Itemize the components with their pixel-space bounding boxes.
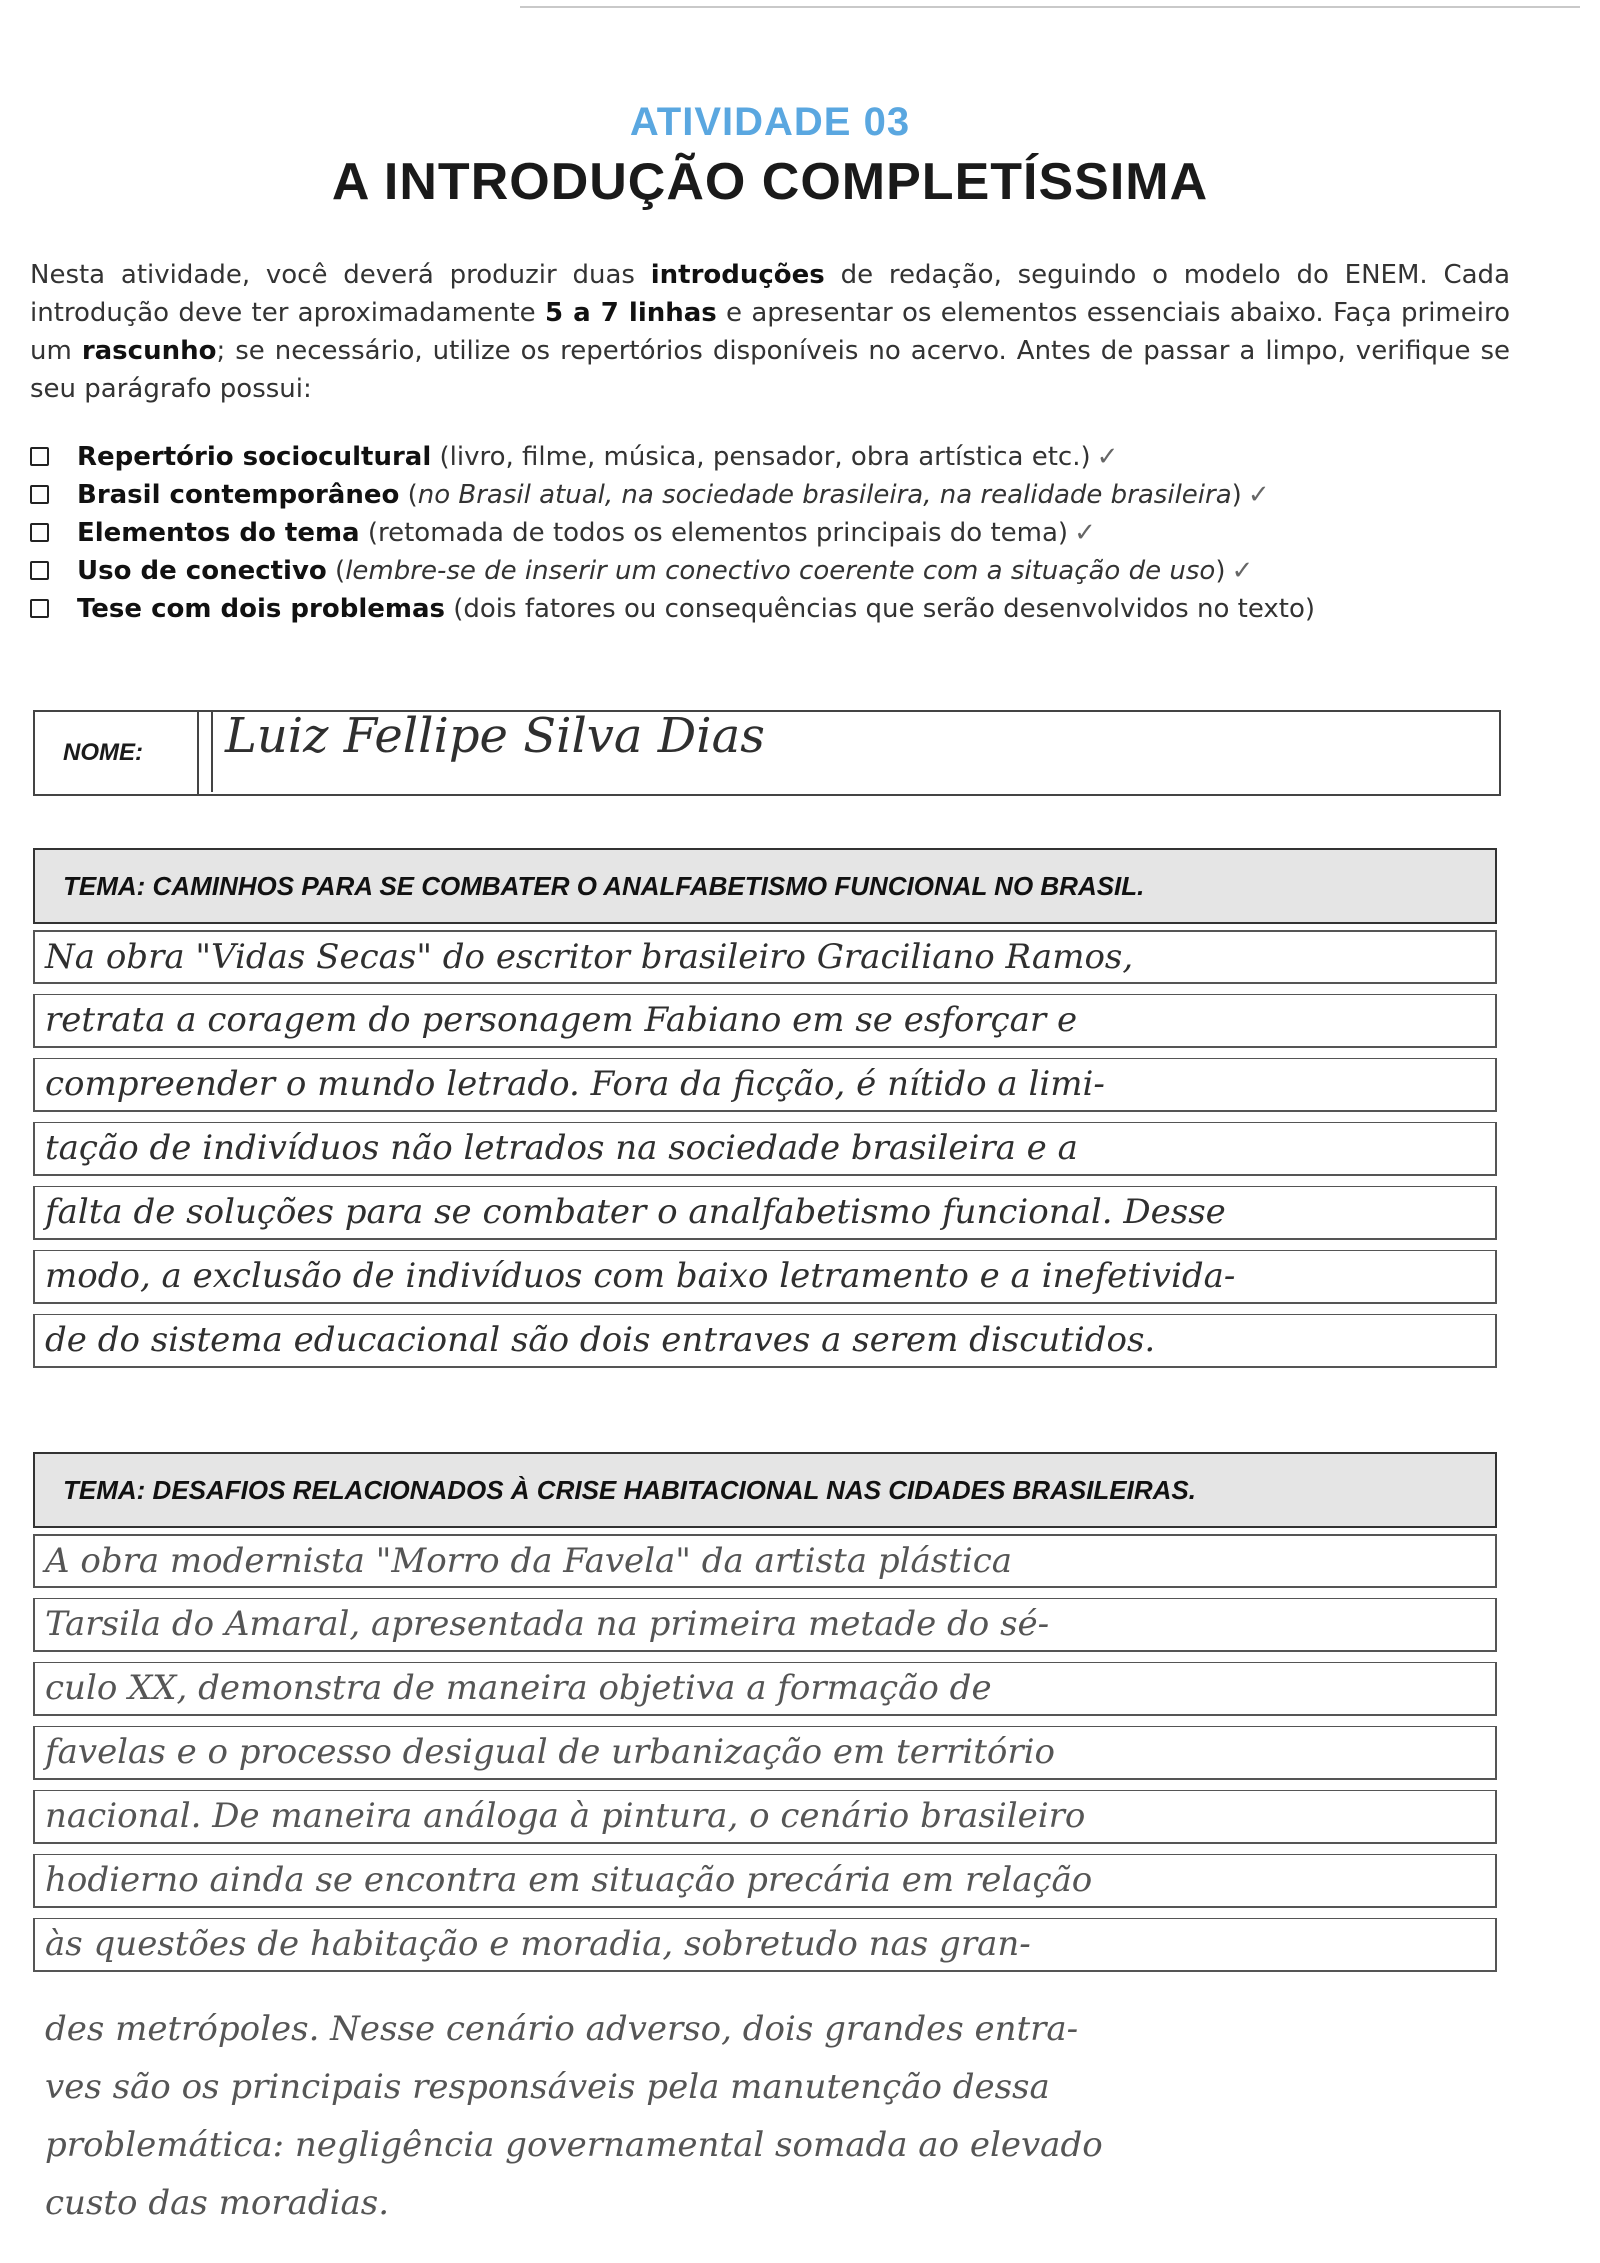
checklist-item-tese: Tese com dois problemas (dois fatores ou consequências que serão desenvolvidos no texto) [30,590,1530,628]
instructions-paragraph: Nesta atividade, você deverá produzir duas introduções de redação, seguindo o modelo do ENEM. Cada introdução deve ter aproximadamente 5 a 7 linhas e apresentar os elementos essenciais abaixo. Faça primeiro um rascunho; se necessário, utilize os repertórios disponíveis no acervo. Antes de passar a limpo, verifique se seu parágrafo possui: [30,260,1510,404]
writing-line[interactable]: tação de indivíduos não letrados na sociedade brasileira e a [33,1122,1497,1176]
handwritten-line: ves são os principais responsáveis pela manutenção dessa [45,2067,1050,2107]
writing-line[interactable]: culo XX, demonstra de maneira objetiva a formação de [33,1662,1497,1716]
check-mark-icon: ✓ [1231,556,1254,586]
check-mark-icon: ✓ [1247,480,1270,510]
checkbox[interactable] [30,561,49,580]
writing-line[interactable]: às questões de habitação e moradia, sobretudo nas gran- [33,1918,1497,1972]
checklist-item-conectivo: Uso de conectivo (lembre-se de inserir um conectivo coerente com a situação de uso) ✓ [30,552,1530,590]
checkbox[interactable] [30,523,49,542]
checkbox[interactable] [30,447,49,466]
tema-1-writing-lines[interactable] [33,930,1497,1378]
writing-line[interactable]: hodierno ainda se encontra em situação precária em relação [33,1854,1497,1908]
activity-number: ATIVIDADE 03 [629,100,911,144]
checklist-item-elementos: Elementos do tema (retomada de todos os elementos principais do tema) ✓ [30,514,1530,552]
writing-line[interactable]: falta de soluções para se combater o analfabetismo funcional. Desse [33,1186,1497,1240]
writing-line[interactable]: compreender o mundo letrado. Fora da ficção, é nítido a limi- [33,1058,1497,1112]
name-value: Luiz Fellipe Silva Dias [225,708,765,764]
top-divider [520,6,1580,8]
checklist-item-brasil: Brasil contemporâneo (no Brasil atual, na sociedade brasileira, na realidade brasileira) ✓ [30,476,1530,514]
writing-line[interactable]: Tarsila do Amaral, apresentada na primeira metade do sé- [33,1598,1497,1652]
check-mark-icon: ✓ [1074,518,1096,548]
requirements-checklist [30,438,1530,628]
handwritten-line: custo das moradias. [45,2183,390,2223]
tema-2-label: TEMA: DESAFIOS RELACIONADOS À CRISE HABITACIONAL NAS CIDADES BRASILEIRAS. [33,1452,1497,1528]
checkbox[interactable] [30,485,49,504]
writing-line[interactable]: modo, a exclusão de indivíduos com baixo letramento e a inefetivida- [33,1250,1497,1304]
writing-line[interactable]: de do sistema educacional são dois entraves a serem discutidos. [33,1314,1497,1368]
name-label: NOME: [35,712,199,794]
tema-2-writing-lines[interactable] [33,1534,1497,1982]
tema-2-overflow-text [45,2000,1505,2232]
handwritten-line: des metrópoles. Nesse cenário adverso, dois grandes entra- [45,2009,1079,2049]
page-title: A INTRODUÇÃO COMPLETÍSSIMA [331,153,1209,211]
writing-line[interactable]: Na obra "Vidas Secas" do escritor brasileiro Graciliano Ramos, [33,930,1497,984]
tema-1-label: TEMA: CAMINHOS PARA SE COMBATER O ANALFABETISMO FUNCIONAL NO BRASIL. [33,848,1497,924]
checklist-item-repertorio: Repertório sociocultural (livro, filme, música, pensador, obra artística etc.) ✓ [30,438,1530,476]
check-mark-icon: ✓ [1096,442,1119,472]
checkbox[interactable] [30,599,49,618]
writing-line[interactable]: nacional. De maneira análoga à pintura, o cenário brasileiro [33,1790,1497,1844]
handwritten-line: problemática: negligência governamental somada ao elevado [45,2125,1103,2165]
writing-line[interactable]: retrata a coragem do personagem Fabiano em se esforçar e [33,994,1497,1048]
writing-line[interactable]: favelas e o processo desigual de urbanização em território [33,1726,1497,1780]
writing-line[interactable]: A obra modernista "Morro da Favela" da artista plástica [33,1534,1497,1588]
